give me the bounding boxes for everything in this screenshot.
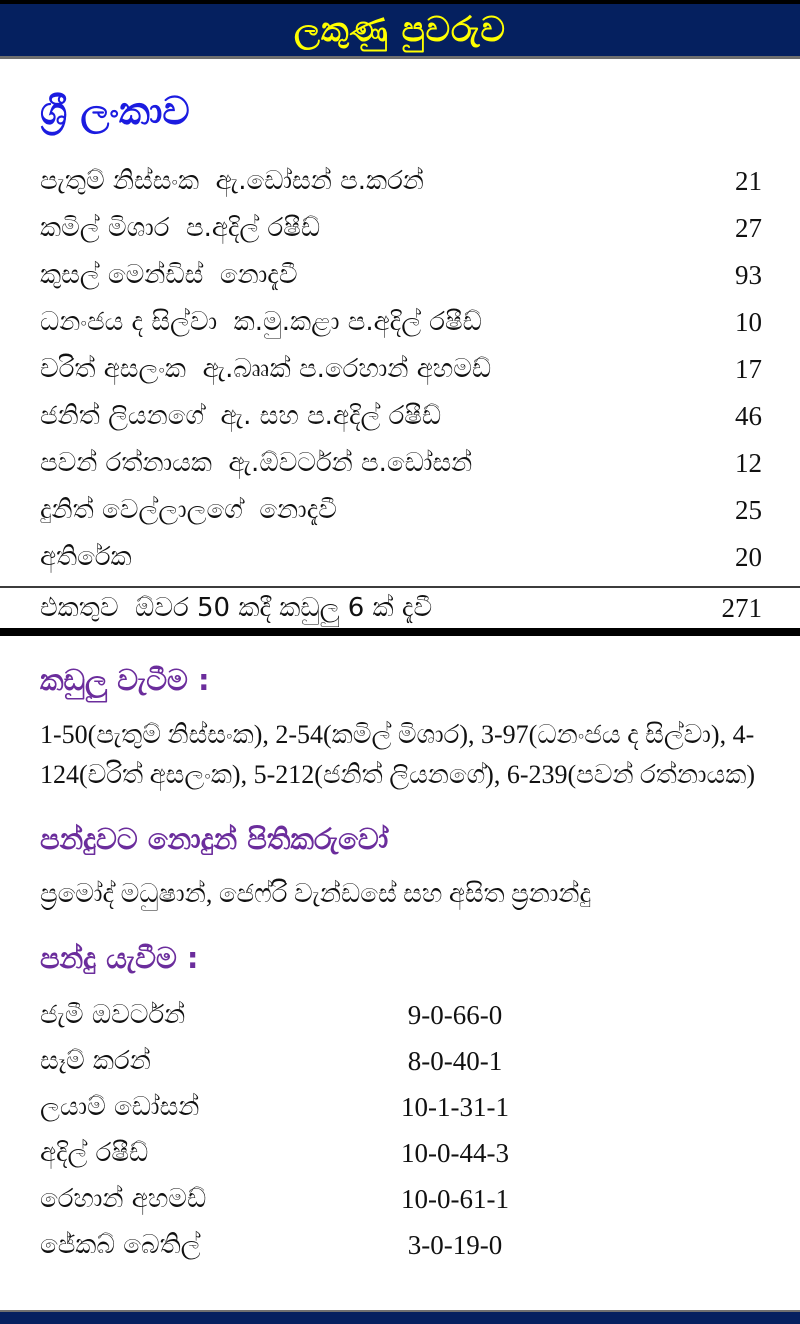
bowler-name: රෙහාන් අහමඩ්: [40, 1183, 207, 1214]
batting-row: [0, 534, 800, 581]
bowling-row: [0, 1176, 800, 1222]
bowling-figures: 10-0-61-1: [401, 1183, 509, 1214]
batsman-dismissal: කමිල් මිශාර ප.අදිල් රෂීඩ්: [40, 213, 321, 243]
did-not-bat-heading: පන්දුවට නොදුන් පිතිකරුවෝ: [40, 822, 389, 856]
batsman-runs: 21: [735, 166, 762, 196]
batting-row: [0, 393, 800, 440]
batting-row: [0, 440, 800, 487]
bowling-list: [0, 992, 800, 1268]
bowling-row: [0, 992, 800, 1038]
bowler-name: අදිල් රෂීඩ්: [40, 1137, 149, 1168]
batting-row: [0, 487, 800, 534]
batsman-dismissal: කුසල් මෙන්ඩිස් නොදැවී: [40, 260, 298, 290]
batsman-runs: 25: [735, 495, 762, 525]
bowling-row: [0, 1084, 800, 1130]
total-runs: 271: [721, 592, 762, 623]
bowling-figures: 10-1-31-1: [401, 1091, 509, 1122]
bottom-border-bar: [0, 1310, 800, 1324]
batsman-runs: 17: [735, 354, 762, 384]
did-not-bat-text: ප්‍රමෝද් මධුෂාන්, ජෙෆ්රි වැන්ඩසේ සහ අසිත ප්‍රනාන්දු: [40, 879, 592, 908]
bowling-heading: පන්දු යැවීම :: [40, 941, 199, 975]
batting-row: [0, 346, 800, 393]
bowling-row: [0, 1222, 800, 1268]
bowling-figures: 9-0-66-0: [407, 999, 503, 1030]
team-title: ශ්‍රී ලංකාව: [40, 89, 190, 133]
bowler-name: සෑම් කරන්: [40, 1045, 151, 1076]
header-bar: [0, 4, 800, 59]
extras-label: අතිරේක: [40, 542, 132, 572]
bowling-figures: 8-0-40-1: [407, 1045, 503, 1076]
batsman-dismissal: පවන් රත්නායක ඇ.ඕවර්ටන් ප.ඩෝසන්: [40, 448, 473, 478]
bowling-row: [0, 1038, 800, 1084]
batsman-dismissal: ජනිත් ලියනගේ ඇ. සහ ප.අදිල් රෂීඩ්: [40, 401, 442, 431]
total-row: [0, 586, 800, 636]
page-title: ලකුණු පුවරුව: [294, 10, 506, 50]
fall-of-wickets-text: 1-50(පැතුම් නිස්සංක), 2-54(කමිල් මිශාර), 3-97(ධනංජය ද සිල්වා), 4-124(චරිත් අසලංක), 5-212(ජනිත් ලියනගේ), 6-239(පවන් රත්නායක): [40, 720, 756, 789]
bowling-figures: 3-0-19-0: [407, 1229, 503, 1260]
batsman-runs: 12: [735, 448, 762, 478]
total-label: එකතුව ඕවර 50 කදී කඩුලු 6 ක් දැවී: [40, 592, 433, 623]
batsman-dismissal: චරිත් අසලංක ඇ.බෲක් ප.රෙහාන් අහමඩ්: [40, 354, 492, 384]
batsman-runs: 10: [735, 307, 762, 337]
batsman-runs: 93: [735, 260, 762, 290]
bowler-name: ජැමී ඔවර්ටන්: [40, 999, 186, 1030]
batting-row: [0, 252, 800, 299]
batting-list: [0, 158, 800, 581]
batsman-dismissal: දුනිත් වෙල්ලාලගේ නොදැවී: [40, 495, 337, 525]
batsman-runs: 46: [735, 401, 762, 431]
extras-runs: 20: [735, 542, 762, 572]
bowler-name: ලයාම් ඩෝසන්: [40, 1091, 200, 1122]
bowler-name: ජේකබ් බෙතිල්: [40, 1229, 201, 1260]
batting-row: [0, 158, 800, 205]
batsman-runs: 27: [735, 213, 762, 243]
batting-row: [0, 299, 800, 346]
bowling-figures: 10-0-44-3: [401, 1137, 509, 1168]
batting-row: [0, 205, 800, 252]
batsman-dismissal: ධනංජය ද සිල්වා ක.මු.කළා ප.අදිල් රෂීඩ්: [40, 307, 482, 337]
fall-of-wickets-heading: කඩුලු වැටීම :: [40, 663, 210, 697]
batsman-dismissal: පැතුම් නිස්සංක ඇ.ඩෝසන් ප.කරන්: [40, 166, 424, 196]
bowling-row: [0, 1130, 800, 1176]
